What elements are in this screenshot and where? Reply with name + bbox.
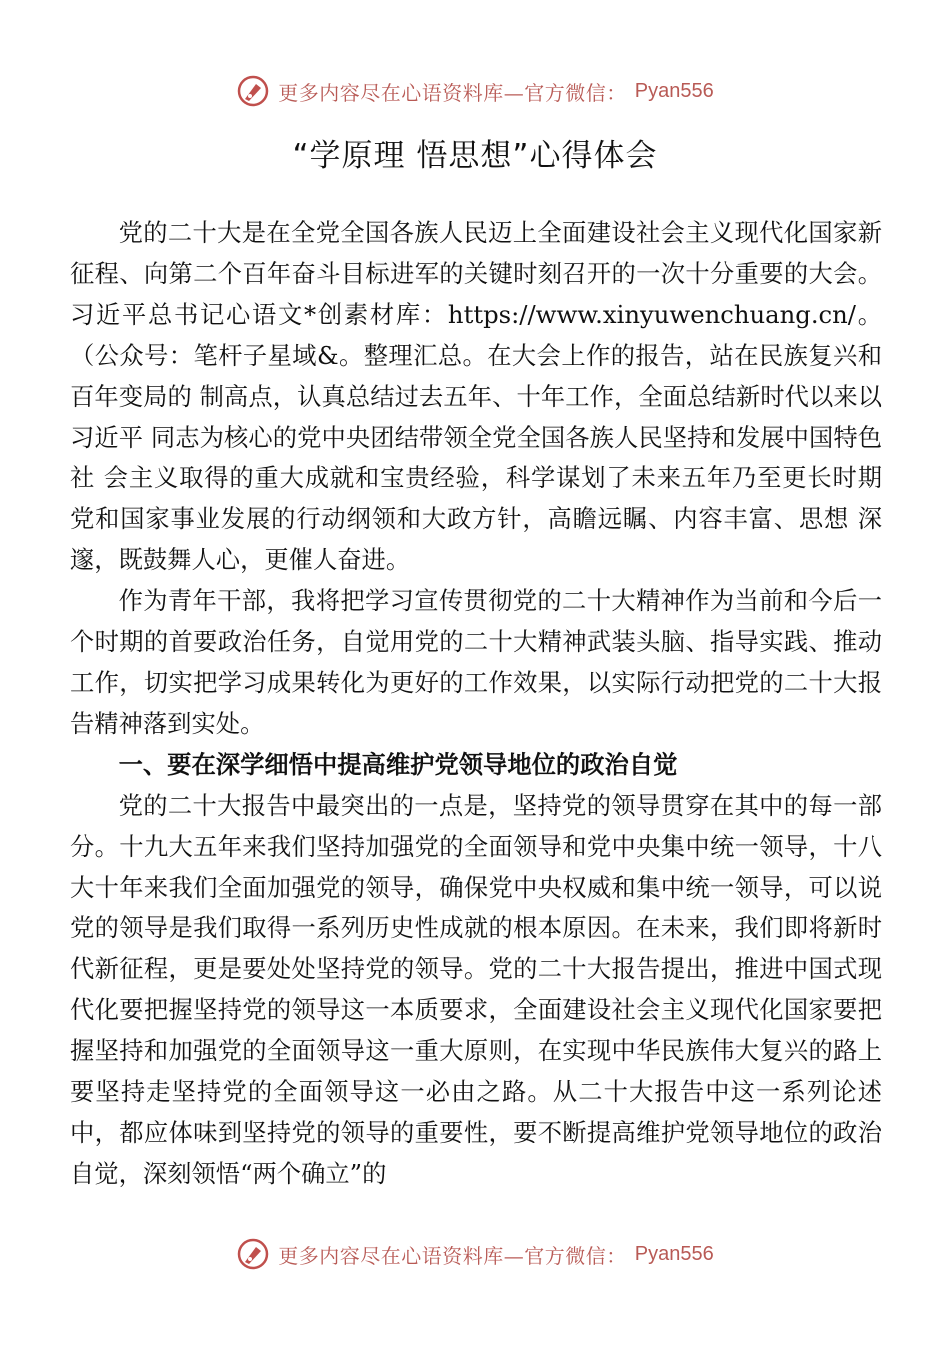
pen-nib-logo-icon (236, 74, 270, 108)
wechat-id: Pyan556 (634, 1242, 714, 1265)
header-watermark (0, 74, 950, 108)
section-heading: 一、要在深学细悟中提高维护党领导地位的政治自觉 (118, 749, 678, 779)
watermark-text: 更多内容尽在心语资料库—官方微信： (278, 80, 627, 105)
section-paragraph: 党的二十大报告中最突出的一点是，坚持党的领导贯穿在其中的每一部分。十九大五年来我们坚持加强党的全面领导和党中央集中统一领导，十八大十年来我们全面加强党的领导，确保党中央权威和集中统一领导，可以说党的领导是我们取得一系列历史性成就的根本原因。在未来，我们即将新时代新征程，更是要处处坚持党的领导。党的二十大报告提出，推进中国式现代化要把握坚持党的领导这一本质要求，全面建设社会主义现代化国家要把握坚持和加强党的全面领导这一重大原则，在实现中华民族伟大复兴的路上要坚持走坚持党的全面领导这一必由之路。从二十大报告中这一系列论述中，都应体味到坚持党的领导的重要性，要不断提高维护党领导地位的政治自觉，深刻领悟“两个确立”的 (70, 790, 882, 1188)
document-body (70, 213, 882, 1195)
watermark-text: 更多内容尽在心语资料库—官方微信： (278, 1243, 627, 1268)
page-title: “学原理 悟思想”心得体会 (292, 138, 658, 174)
footer-watermark (0, 1237, 950, 1271)
paragraph-intro: 党的二十大是在全党全国各族人民迈上全面建设社会主义现代化国家新征程、向第二个百年奋斗目标进军的关键时刻召开的一次十分重要的大会。习近平总书记心语文*创素材库：https://www.xinyuwenchuang.cn/。（公众号：笔杆子星域&。整理汇总。在大会上作的报告，站在民族复兴和百年变局的 制高点，认真总结过去五年、十年工作，全面总结新时代以来以习近平 同志为核心的党中央团结带领全党全国各族人民坚持和发展中国特色社 会主义取得的重大成就和宝贵经验，科学谋划了未来五年乃至更长时期 党和国家事业发展的行动纲领和大政方针，高瞻远瞩、内容丰富、思想 深邃，既鼓舞人心，更催人奋进。 (70, 218, 882, 575)
wechat-id: Pyan556 (634, 79, 714, 102)
paragraph-commitment: 作为青年干部，我将把学习宣传贯彻党的二十大精神作为当前和今后一个时期的首要政治任务，自觉用党的二十大精神武装头脑、指导实践、推动工作，切实把学习成果转化为更好的工作效果，以实际行动把党的二十大报告精神落到实处。 (70, 586, 882, 738)
pen-nib-logo-icon (236, 1237, 270, 1271)
